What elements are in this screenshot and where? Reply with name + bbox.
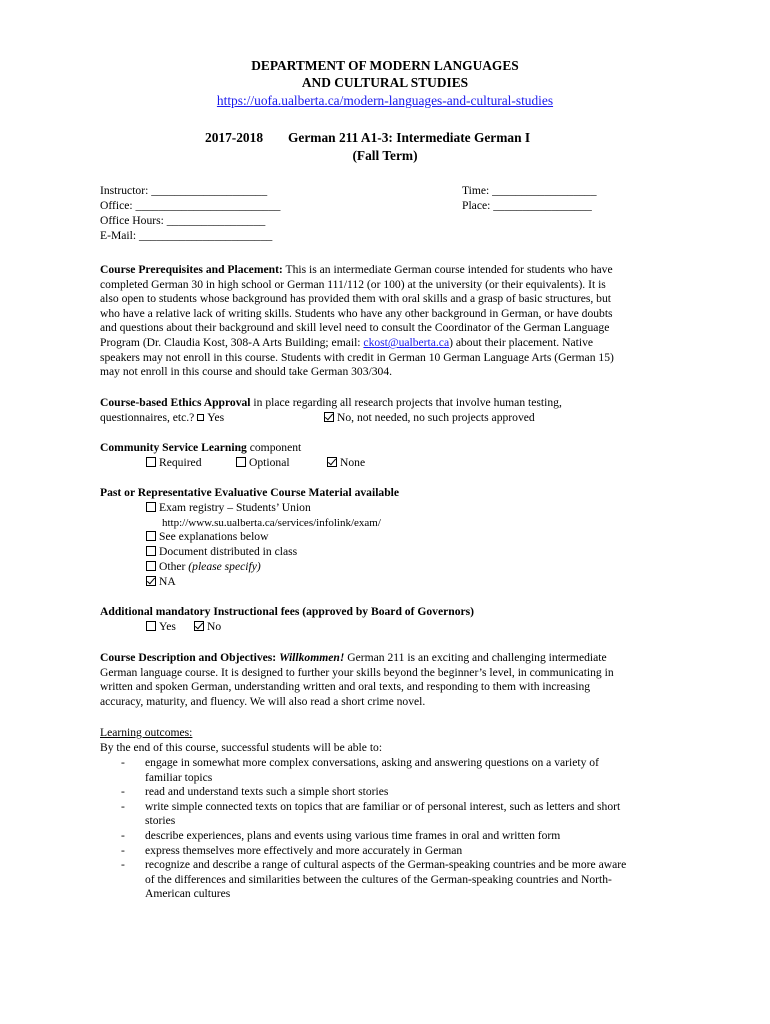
description-line-4: accuracy, maturity, and fluency. We will also read a short crime novel. xyxy=(100,694,426,708)
ethics-no-label: No, not needed, no such projects approved xyxy=(337,410,535,424)
csl-optional-checkbox[interactable] xyxy=(236,457,246,467)
outcomes-list xyxy=(100,756,680,902)
course-year: 2017-2018 xyxy=(205,130,264,145)
outcome-5-line-1: express themselves more effectively and more accurately in German xyxy=(145,843,463,857)
csl-option-optional xyxy=(236,456,290,471)
past-other-checkbox[interactable] xyxy=(146,561,156,571)
prereq-line-6-pre: Program (Dr. Claudia Kost, 308-A Arts Building; email: xyxy=(100,335,364,349)
outcome-6-line-3: American cultures xyxy=(145,887,231,901)
bullet-dash: - xyxy=(121,828,125,842)
csl-heading: Community Service Learning xyxy=(100,441,247,454)
outcomes-heading-wrap xyxy=(100,726,192,741)
csl-option-required xyxy=(146,456,202,471)
department-url-wrap xyxy=(0,92,770,109)
past-doc-row xyxy=(146,545,297,560)
csl-heading-line xyxy=(100,441,301,456)
fees-no-row xyxy=(194,620,221,635)
csl-optional-label: Optional xyxy=(249,456,290,469)
outcome-3-line-1: write simple connected texts on topics that are familiar or of personal interest, such as letters and short xyxy=(145,799,621,813)
description-section xyxy=(100,651,666,709)
past-exam-url: http://www.su.ualberta.ca/services/infolink/exam/ xyxy=(162,517,381,529)
csl-none-checkbox[interactable] xyxy=(327,457,337,467)
outcome-2-line-1: read and understand texts such a simple short stories xyxy=(145,785,389,799)
csl-required-checkbox[interactable] xyxy=(146,457,156,467)
ethics-text-2: questionnaires, etc.? xyxy=(100,410,198,424)
past-doc-checkbox[interactable] xyxy=(146,546,156,556)
prereq-line-3: also open to students whose background has provided them with oral skills and a grasp of basic structures, but xyxy=(100,292,611,306)
outcome-3-line-2: stories xyxy=(145,814,176,828)
list-item xyxy=(100,756,680,785)
list-item xyxy=(100,858,680,902)
office-hours-field: Office Hours: _________________ xyxy=(100,214,266,227)
past-na-row xyxy=(146,575,176,590)
prereq-line-7: speakers may not enroll in this course. Students with credit in German 10 German Language Arts (German 15) xyxy=(100,350,614,364)
past-see-row xyxy=(146,530,268,545)
description-line-2: German language course. It is designed to further your skills beyond the beginner’s level, in communicating in xyxy=(100,665,614,679)
ethics-no-checkbox[interactable] xyxy=(324,412,334,422)
fees-no-label: No xyxy=(207,620,222,633)
past-na-label: NA xyxy=(159,575,176,588)
list-item xyxy=(100,800,680,829)
outcome-4-line-1: describe experiences, plans and events using various time frames in oral and written form xyxy=(145,828,561,842)
description-welcome: Willkommen! xyxy=(279,651,345,664)
prereq-line-4: who have a relative lack of writing skills. Students who have any other background in German, or have doubts xyxy=(100,306,613,320)
prerequisites-section xyxy=(100,263,666,380)
past-material-heading: Past or Representative Evaluative Course Material available xyxy=(100,486,400,499)
outcomes-intro: By the end of this course, successful students will be able to: xyxy=(100,741,383,754)
instructor-field: Instructor: ____________________ xyxy=(100,184,268,197)
past-see-label: See explanations below xyxy=(159,530,269,543)
outcomes-heading: Learning outcomes: xyxy=(100,726,193,739)
fees-heading: Additional mandatory Instructional fees (approved by Board of Governors) xyxy=(100,605,475,618)
ethics-yes-checkbox[interactable] xyxy=(197,414,204,421)
list-item xyxy=(100,844,680,859)
past-na-checkbox[interactable] xyxy=(146,576,156,586)
past-exam-checkbox[interactable] xyxy=(146,502,156,512)
prereq-line-8: may not enroll in this course and should take German 303/304. xyxy=(100,365,393,379)
outcome-1-line-2: familiar topics xyxy=(145,770,213,784)
place-field: Place: _________________ xyxy=(462,199,592,212)
department-url-link[interactable]: https://uofa.ualberta.ca/modern-languages-and-cultural-studies xyxy=(216,93,554,108)
bullet-dash: - xyxy=(121,785,125,799)
past-other-note: (please specify) xyxy=(188,560,261,573)
csl-none-label: None xyxy=(340,456,366,469)
outcome-1-line-1: engage in somewhat more complex conversations, asking and answering questions on a variety of xyxy=(145,756,599,769)
past-other-label: Other xyxy=(159,560,189,573)
department-title-line2: AND CULTURAL STUDIES xyxy=(301,75,469,90)
bullet-dash: - xyxy=(121,843,125,857)
office-field: Office: _________________________ xyxy=(100,199,281,212)
coordinator-email-link[interactable]: ckost@ualberta.ca xyxy=(363,335,450,349)
time-field: Time: __________________ xyxy=(462,184,597,197)
fees-no-checkbox[interactable] xyxy=(194,621,204,631)
ethics-text-1: in place regarding all research projects that involve human testing, xyxy=(250,396,562,409)
outcome-6-line-2: of the differences and similarities between the cultures of the German-speaking countries and North- xyxy=(145,872,612,886)
fees-yes-checkbox[interactable] xyxy=(146,621,156,631)
prereq-line-1: This is an intermediate German course intended for students who have xyxy=(282,263,613,276)
bullet-dash: - xyxy=(121,756,125,769)
description-line-3: written and spoken German, understanding written and oral texts, and responding to them with increasing xyxy=(100,680,591,694)
email-field: E-Mail: _______________________ xyxy=(100,229,273,242)
description-line-1: German 211 is an exciting and challenging intermediate xyxy=(344,651,607,664)
csl-option-none xyxy=(327,456,365,471)
ethics-yes-label: Yes xyxy=(207,410,225,424)
prereq-line-2: completed German 30 in high school or German 111/112 (or 100) at the university (or their equivalents). It is xyxy=(100,277,606,291)
past-other-row xyxy=(146,560,261,575)
past-see-checkbox[interactable] xyxy=(146,531,156,541)
prereq-line-5: and questions about their background and skill level need to consult the Coordinator of the German Language xyxy=(100,321,610,335)
ethics-heading: Course-based Ethics Approval xyxy=(100,396,251,409)
csl-required-label: Required xyxy=(159,456,202,469)
fees-yes-row xyxy=(146,620,176,635)
past-exam-row xyxy=(146,501,311,516)
department-title-line1: DEPARTMENT OF MODERN LANGUAGES xyxy=(251,58,519,73)
prerequisites-heading: Course Prerequisites and Placement: xyxy=(100,263,283,276)
fees-yes-label: Yes xyxy=(159,620,176,633)
course-title: German 211 A1-3: Intermediate German I xyxy=(288,130,531,145)
course-term: (Fall Term) xyxy=(352,148,418,163)
past-exam-label: Exam registry – Students’ Union xyxy=(159,501,311,514)
prereq-line-6-post: ) about their placement. Native xyxy=(449,335,594,349)
past-doc-label: Document distributed in class xyxy=(159,545,298,558)
bullet-dash: - xyxy=(121,858,125,872)
csl-suffix: component xyxy=(246,441,302,454)
list-item xyxy=(100,829,680,844)
ethics-section xyxy=(100,396,666,425)
description-heading: Course Description and Objectives: xyxy=(100,651,277,664)
list-item xyxy=(100,785,680,800)
bullet-dash: - xyxy=(121,799,125,813)
outcome-6-line-1: recognize and describe a range of cultural aspects of the German-speaking countries and be more aware xyxy=(145,858,627,872)
